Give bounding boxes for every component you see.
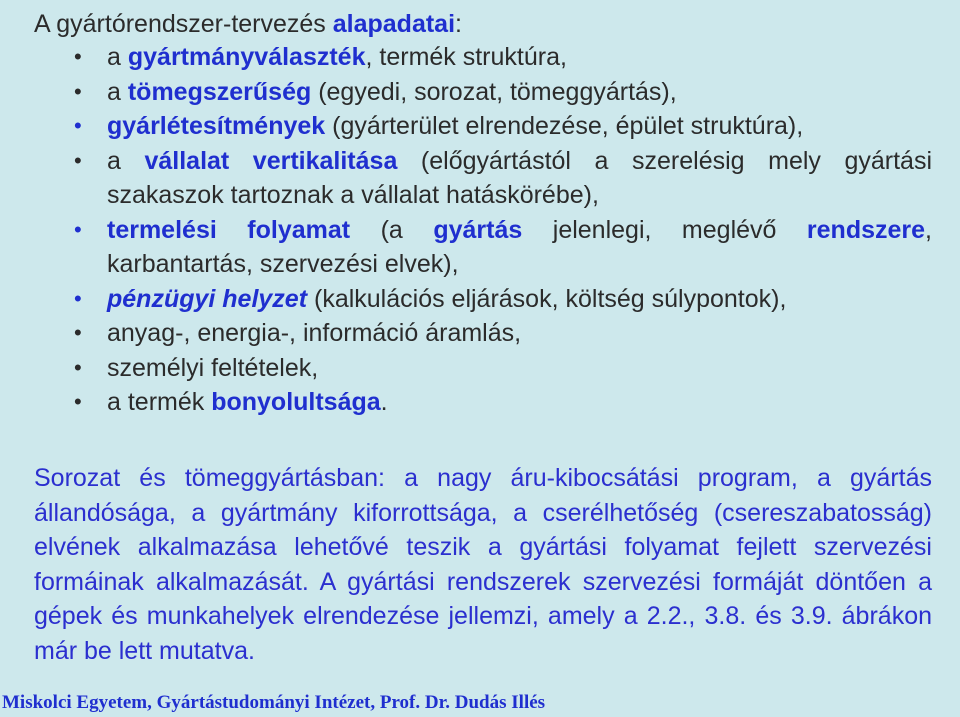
bullet-icon: • (74, 285, 82, 311)
bullet-item (74, 40, 932, 75)
bullet-keyword: tömegszerűség (127, 77, 312, 106)
bullet-icon: • (74, 44, 82, 69)
bullet-item (74, 351, 932, 386)
bullet-icon: • (74, 78, 82, 104)
bullet-text: (előgyártástól a szerelésig mely gyártási szakaszok tartoznak a vállalat hatáskörébe), (107, 146, 932, 209)
bullet-text: a (107, 43, 128, 71)
bullet-item (74, 282, 932, 317)
bullet-text: (kalkulációs eljárások, költség súlypontok), (307, 284, 787, 313)
bullet-text: a termék (107, 388, 212, 416)
title-prefix: A gyártórendszer-tervezés (34, 10, 333, 38)
bullet-item (74, 316, 932, 351)
bullet-list (74, 40, 932, 420)
bullet-text: (gyárterület elrendezése, épület struktúra), (325, 112, 804, 140)
bullet-text: . (380, 388, 388, 416)
bullet-icon: • (74, 389, 82, 414)
bullet-text: , karbantartás, szervezési elvek), (107, 215, 932, 278)
summary-paragraph: Sorozat és tömeggyártásban: a nagy áru-kibocsátási program, a gyártás állandósága, a gyártmány kiforrottsága, a cserélhetőség (csereszabatosság) elvének alkalmazása lehetővé teszik a gyártási folyamat fejlett szervezési formáinak alkalmazását. A gyártási rendszerek szervezési formáját döntően a gépek és munkahelyek elrendezése jellemzi, amely a 2.2., 3.8. és 3.9. ábrákon már be lett mutatva. (34, 464, 932, 665)
bullet-keyword: gyártmányválaszték (127, 43, 366, 71)
bullet-item (74, 385, 932, 420)
bullet-item (74, 109, 932, 144)
bullet-keyword: pénzügyi helyzet (107, 284, 308, 313)
bullet-text: a (107, 146, 145, 175)
bullet-text: jelenlegi, meglévő (522, 215, 807, 244)
bullet-text: (egyedi, sorozat, tömeggyártás), (311, 77, 677, 106)
slide-title (34, 8, 462, 40)
bullet-item (74, 213, 932, 282)
bullet-keyword: gyártás (433, 215, 523, 244)
bullet-keyword: gyárlétesítmények (107, 112, 326, 140)
footer-credit: Miskolci Egyetem, Gyártástudományi Intézet, Prof. Dr. Dudás Illés (2, 692, 546, 713)
bullet-text: (a (350, 215, 434, 244)
bullet-keyword: vállalat vertikalitása (144, 146, 398, 175)
bullet-text: anyag-, energia-, információ áramlás, (107, 319, 522, 347)
bullet-keyword: bonyolultsága (211, 388, 381, 416)
bullet-icon: • (74, 216, 82, 242)
title-suffix: : (455, 10, 462, 38)
bullet-text: a (107, 77, 128, 106)
bullet-icon: • (74, 113, 82, 138)
bullet-icon: • (74, 320, 82, 345)
bullet-text: , termék struktúra, (365, 43, 567, 71)
bullet-item (74, 144, 932, 213)
bullet-text: személyi feltételek, (107, 353, 319, 382)
bullet-keyword: rendszere (806, 215, 926, 244)
bullet-keyword: termelési folyamat (107, 215, 351, 244)
bullet-icon: • (74, 354, 82, 380)
bullet-item (74, 75, 932, 110)
bullet-icon: • (74, 147, 82, 173)
title-highlight: alapadatai (332, 10, 456, 38)
